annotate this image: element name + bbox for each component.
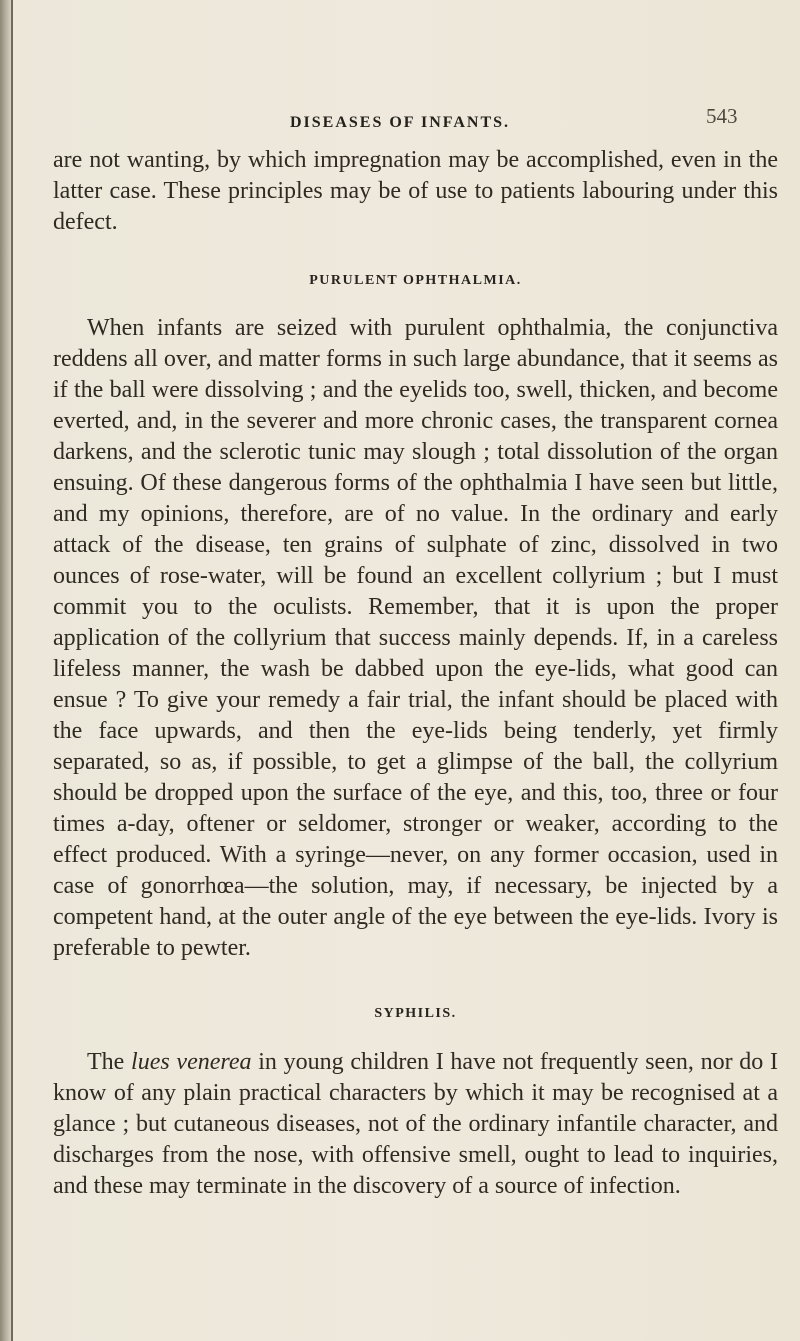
syphilis-paragraph-rest: in young children I have not frequently seen, nor do I know of any plain practical characters by which it may be recognised at a glance ; but cutaneous diseases, not of the ordinary infantile character, and discharges from the nose, with offensive smell, ought to lead to inquiries, and these may terminate in the discovery of a source of infection. <box>53 1049 779 1199</box>
syphilis-paragraph <box>53 1047 778 1202</box>
page-edge-line <box>11 0 13 1341</box>
main-text <box>53 145 778 1202</box>
syphilis-paragraph-start: The <box>87 1049 125 1075</box>
intro-paragraph: are not wanting, by which impregnation may be accomplished, even in the latter case. These principles may be of use to patients labouring under this defect. <box>53 147 778 235</box>
purulent-ophthalmia-paragraph: When infants are seized with purulent ophthalmia, the conjunctiva reddens all over, and matter forms in such large abundance, that it seems as if the ball were dissolving ; and the eyelids too, swell, thicken, and become everted, and, in the severer and more chronic cases, the transparent cornea darkens, and the sclerotic tunic may slough ; total dissolution of the organ ensuing. Of these dangerous forms of the ophthalmia I have seen but little, and my opinions, therefore, are of no value. In the ordinary and early attack of the disease, ten grains of sulphate of zinc, dissolved in two ounces of rose-water, will be found an excellent collyrium ; but I must commit you to the oculists. Remember, that it is upon the proper application of the collyrium that success mainly depends. If, in a careless lifeless manner, the wash be dabbed upon the eye-lids, what good can ensue ? To give your remedy a fair trial, the infant should be placed with the face upwards, and then the eye-lids being tenderly, yet firmly separated, so as, if possible, to get a glimpse of the ball, the collyrium should be dropped upon the surface of the eye, and this, too, three or four times a-day, oftener or seldomer, stronger or weaker, according to the effect produced. With a syringe—never, on any former occasion, used in case of gonorrhœa—the solution, may, if necessary, be injected by a competent hand, at the outer angle of the eye between the eye-lids. Ivory is preferable to pewter. <box>53 315 778 961</box>
running-title: DISEASES OF INFANTS. <box>289 114 511 131</box>
page-number: 543 <box>706 104 738 128</box>
syphilis-italic-phrase: lues venerea <box>131 1049 252 1075</box>
purulent-ophthalmia-heading: PURULENT OPHTHALMIA. <box>309 273 522 288</box>
syphilis-heading: SYPHILIS. <box>374 1006 457 1021</box>
